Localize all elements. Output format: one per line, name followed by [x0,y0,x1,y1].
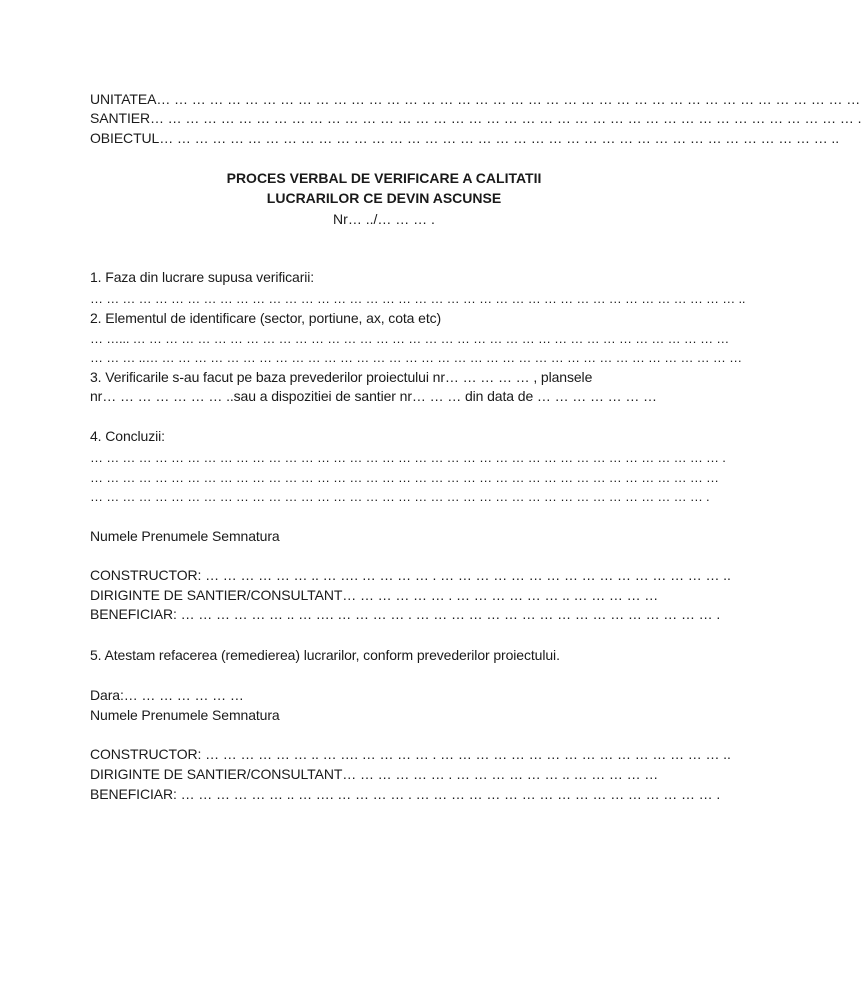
section-5-text: 5. Atestam refacerea (remedierea) lucrarilor, conform prevederilor proiectului. [90,647,560,663]
document-title-line1: PROCES VERBAL DE VERIFICARE A CALITATII [226,170,542,186]
section-2-fill-line-2: … … … ..… … … … … … … … … … … … … … … … … … … … … … … … … … … … … … … … … … … … … [90,350,742,365]
section-3-line-2: nr… … … … … … … ..sau a dispozitiei de santier nr… … … din data de … … … … … … … [90,388,657,404]
diriginte-signature-line-2: DIRIGINTE DE SANTIER/CONSULTANT… … … … … … . … … … … … … .. … … … … … [90,766,659,782]
beneficiar-signature-line-1: BENEFICIAR: … … … … … … .. … …. … … … … . … … … … … … … … … … … … … … … … … . [90,606,721,622]
section-4-label: 4. Concluzii: [90,428,165,444]
unitatea-line: UNITATEA… … … … … … … … … … … … … … … … … … … … … … … … … … … … … … … … … … … … … … … … [90,91,861,107]
section-1-label: 1. Faza din lucrare supusa verificarii: [90,269,315,285]
section-4-fill-line-3: … … … … … … … … … … … … … … … … … … … … … … … … … … … … … … … … … … … … … … . [90,489,710,504]
diriginte-signature-line-1: DIRIGINTE DE SANTIER/CONSULTANT… … … … … … . … … … … … … .. … … … … … [90,587,659,603]
document-number: Nr… ../… … … . [333,211,435,227]
beneficiar-signature-line-2: BENEFICIAR: … … … … … … .. … …. … … … … . … … … … … … … … … … … … … … … … … . [90,786,721,802]
date-line: Dara:… … … … … … … [90,687,244,703]
signature-heading-1: Numele Prenumele Semnatura [90,528,280,544]
document-title-line2: LUCRARILOR CE DEVIN ASCUNSE [266,190,502,206]
obiectul-line: OBIECTUL… … … … … … … … … … … … … … … … … … … … … … … … … … … … … … … … … … … … … … .. [90,130,840,146]
constructor-signature-line-1: CONSTRUCTOR: … … … … … … .. … …. … … … … . … … … … … … … … … … … … … … … … .. [90,567,731,583]
signature-heading-2: Numele Prenumele Semnatura [90,707,280,723]
section-4-fill-line-1: … … … … … … … … … … … … … … … … … … … … … … … … … … … … … … … … … … … … … … … . [90,450,726,465]
section-2-fill-line-1: … …... … … … … … … … … … … … … … … … … … … … … … … … … … … … … … … … … … … … … … [90,331,730,346]
constructor-signature-line-2: CONSTRUCTOR: … … … … … … .. … …. … … … … . … … … … … … … … … … … … … … … … .. [90,746,731,762]
section-1-fill-line: … … … … … … … … … … … … … … … … … … … … … … … … … … … … … … … … … … … … … … … … .. [90,291,746,306]
santier-line: SANTIER… … … … … … … … … … … … … … … … … … … … … … … … … … … … … … … … … … … … … … … … . [90,110,861,126]
section-4-fill-line-2: … … … … … … … … … … … … … … … … … … … … … … … … … … … … … … … … … … … … … … … [90,470,719,485]
section-2-label: 2. Elementul de identificare (sector, portiune, ax, cota etc) [90,310,442,326]
section-3-line-1: 3. Verificarile s-au facut pe baza prevederilor proiectului nr… … … … … , plansele [90,369,593,385]
